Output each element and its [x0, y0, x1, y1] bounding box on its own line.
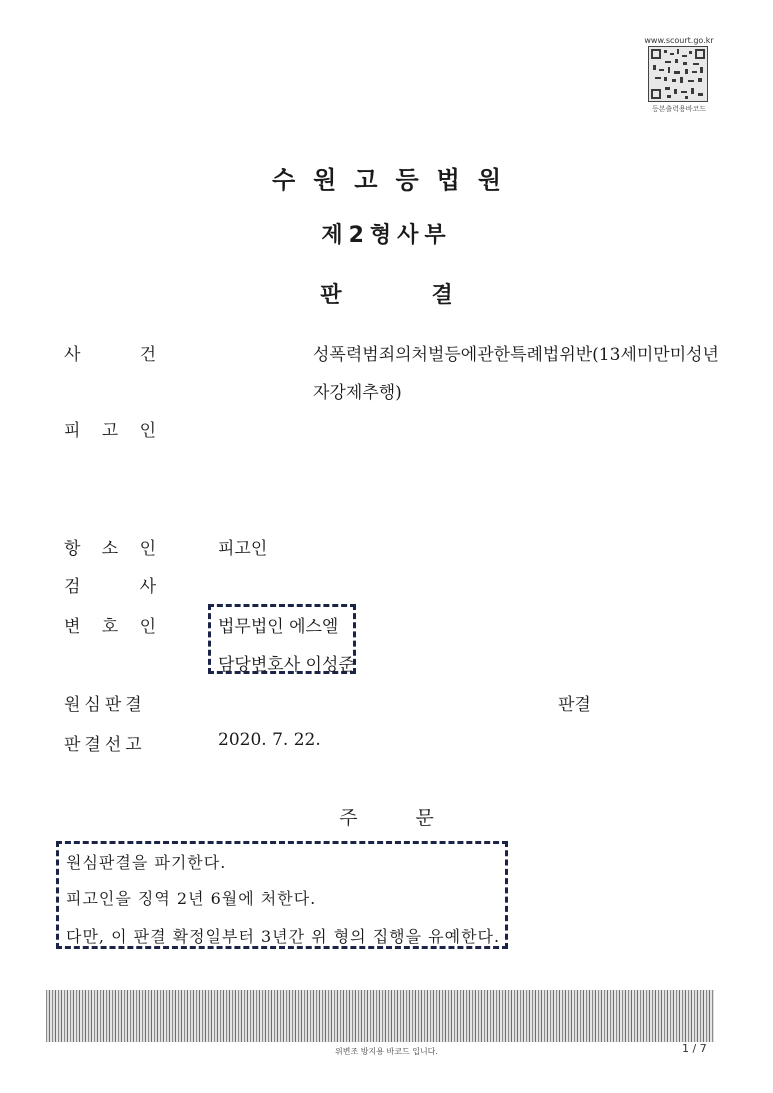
- redacted-defendant-info: [210, 414, 680, 510]
- counsel-label: 변 호 인: [64, 617, 156, 637]
- counsel-firm: 법무법인 에스엘: [218, 617, 339, 637]
- pronouncement-date: 2020. 7. 22.: [218, 730, 321, 750]
- counsel-attorney: 담당변호사 이성준: [218, 655, 355, 675]
- appellant-value: 피고인: [218, 539, 268, 559]
- defendant-label: 피 고 인: [64, 421, 156, 441]
- division-name: 제2형사부: [321, 223, 452, 248]
- court-name: 수원고등법원: [271, 166, 520, 194]
- qr-caption: 등본출력용바코드: [651, 105, 707, 113]
- page-number: 1 / 7: [682, 1042, 707, 1055]
- original-judgment-label: 원심판결: [64, 695, 146, 715]
- order-line-2: 피고인을 징역 2년 6월에 처한다.: [66, 889, 317, 908]
- site-url: www.scourt.go.kr: [644, 36, 714, 45]
- document-type: 판결: [320, 283, 543, 308]
- case-name-line2: 자강제추행): [313, 383, 402, 403]
- pronouncement-label: 판결선고: [64, 735, 146, 755]
- order-line-3: 다만, 이 판결 확정일부터 3년간 위 형의 집행을 유예한다.: [66, 927, 501, 946]
- barcode-caption: 위변조 방지용 바코드 입니다.: [335, 1047, 438, 1056]
- prosecutor-label: 검 사: [64, 577, 156, 597]
- order-heading: 주문: [339, 807, 492, 829]
- qr-pattern-icon: [649, 47, 707, 101]
- anti-forgery-barcode: [46, 990, 714, 1042]
- original-judgment-suffix: 판결: [558, 695, 591, 715]
- case-name-line1: 성폭력범죄의처벌등에관한특례법위반(13세미만미성년: [313, 345, 719, 365]
- appellant-label: 항 소 인: [64, 539, 156, 559]
- order-line-1: 원심판결을 파기한다.: [66, 853, 227, 872]
- qr-code: [648, 46, 708, 102]
- case-label: 사 건: [64, 345, 156, 365]
